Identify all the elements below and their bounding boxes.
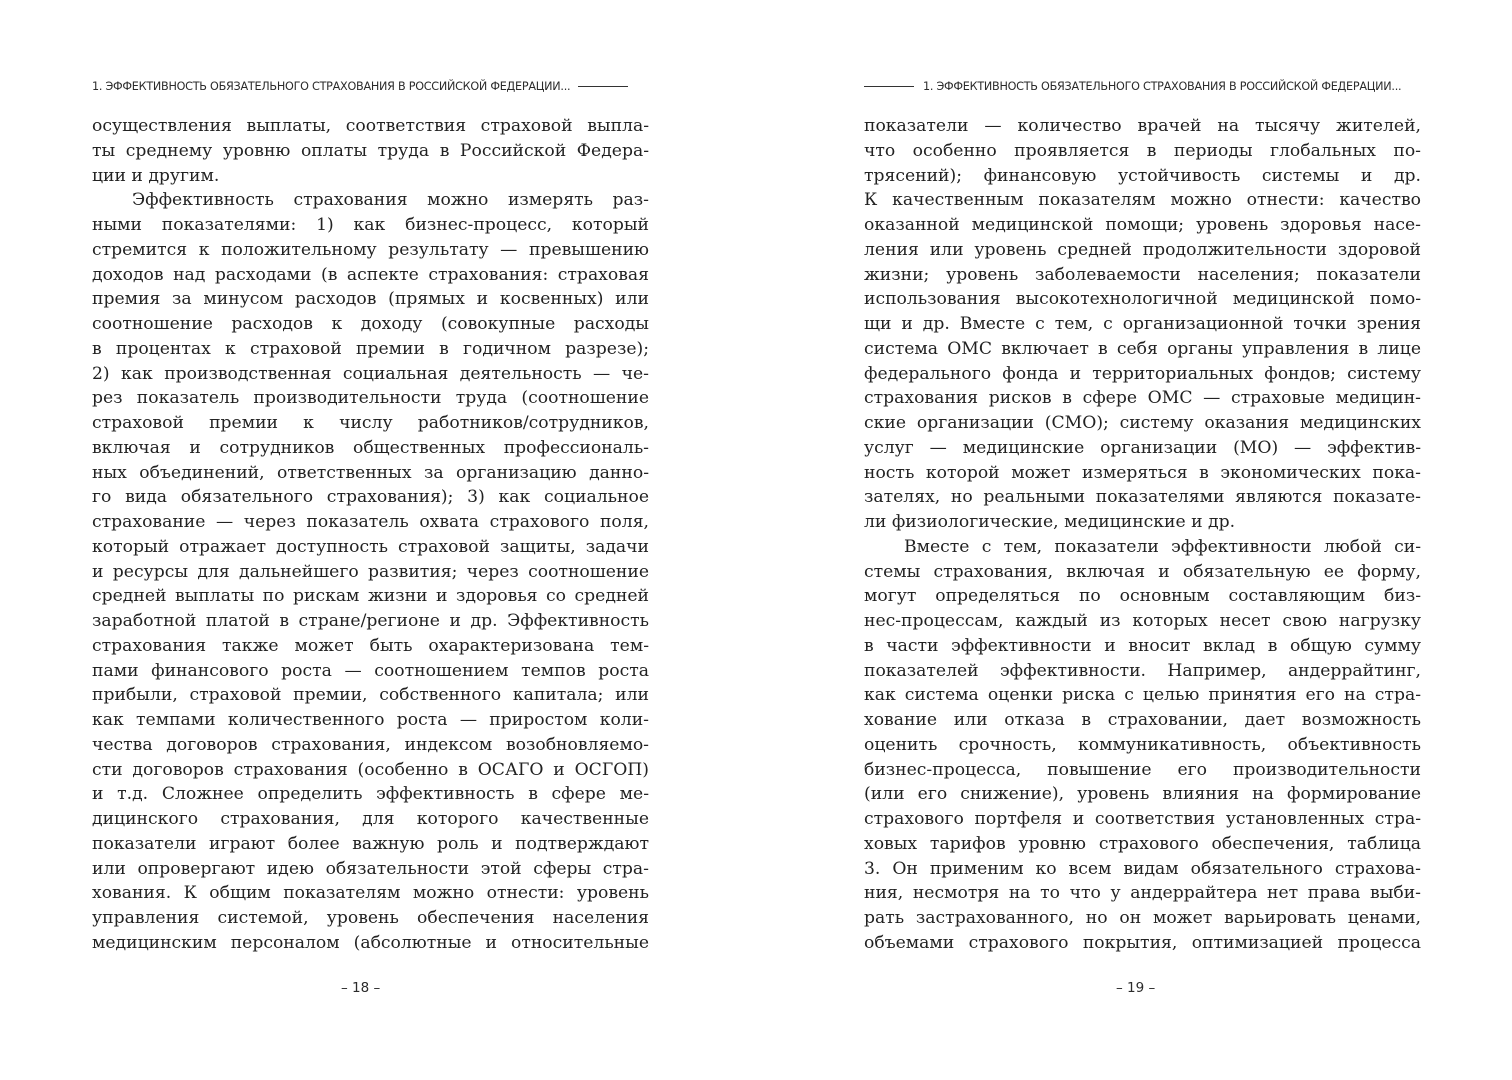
text-line: как система оценки риска с целью принятия его на стра-	[864, 685, 1421, 706]
text-line: нес-процессам, каждый из которых несет свою нагрузку	[864, 611, 1421, 631]
body-text	[92, 114, 649, 956]
text-line: зателях, но реальными показателями являются показате-	[864, 487, 1421, 508]
text-line: К качественным показателям можно отнести: качество	[864, 190, 1421, 211]
right-page	[756, 0, 1512, 1080]
text-line: ховых тарифов уровню страхового обеспечения, таблица	[864, 833, 1421, 854]
running-head	[864, 80, 1401, 93]
body-text	[864, 114, 1421, 956]
text-line: го вида обязательного страхования); 3) как социальное	[92, 487, 649, 508]
text-line: объемами страхового покрытия, оптимизацией процесса	[864, 932, 1421, 953]
text-line: система ОМС включает в себя органы управления в лице	[864, 338, 1421, 359]
text-line: рать застрахованного, но он может варьировать ценами,	[864, 908, 1421, 928]
text-line: ных объединений, ответственных за организацию данно-	[92, 462, 649, 483]
text-line: медицинским персоналом (абсолютные и относительные	[92, 932, 649, 953]
text-line: ции и другим.	[92, 165, 220, 186]
text-line: страховой премии к числу работников/сотрудников,	[92, 413, 649, 433]
text-line: показатели — количество врачей на тысячу жителей,	[864, 116, 1421, 136]
text-line: стемы страхования, включая и обязательную ее форму,	[864, 561, 1421, 582]
text-line: трясений); финансовую устойчивость системы и др.	[864, 165, 1421, 186]
text-line: стремится к положительному результату — превышению	[92, 239, 649, 260]
text-line: доходов над расходами (в аспекте страхования: страховая	[92, 264, 649, 285]
text-line: или опровергают идею обязательности этой сферы стра-	[92, 858, 649, 879]
running-head-rule	[578, 86, 628, 87]
text-line: ными показателями: 1) как бизнес-процесс, который	[92, 215, 649, 235]
text-line: средней выплаты по рискам жизни и здоровья со средней	[92, 586, 649, 607]
text-line: рез показатель производительности труда (соотношение	[92, 388, 649, 409]
text-line: страхование — через показатель охвата страхового поля,	[92, 512, 649, 532]
running-head-text: 1. ЭФФЕКТИВНОСТЬ ОБЯЗАТЕЛЬНОГО СТРАХОВАНИЯ В РОССИЙСКОЙ ФЕДЕРАЦИИ...	[923, 80, 1402, 93]
text-line: страхового портфеля и соответствия установленных стра-	[864, 809, 1421, 829]
text-line: управления системой, уровень обеспечения населения	[92, 908, 649, 928]
text-line: ские организации (СМО); систему оказания медицинских	[864, 413, 1421, 433]
text-line: дицинского страхования, для которого качественные	[92, 809, 649, 829]
text-line: что особенно проявляется в периоды глобальных по-	[864, 140, 1421, 161]
text-line: осуществления выплаты, соответствия страховой выпла-	[92, 116, 649, 136]
text-line: в части эффективности и вносит вклад в общую сумму	[864, 635, 1421, 656]
text-line: страхования рисков в сфере ОМС — страховые медицин-	[864, 388, 1421, 409]
text-line: ления или уровень средней продолжительности здоровой	[864, 239, 1421, 260]
text-line: хования. К общим показателям можно отнести: уровень	[92, 883, 649, 904]
running-head-text: 1. ЭФФЕКТИВНОСТЬ ОБЯЗАТЕЛЬНОГО СТРАХОВАНИЯ В РОССИЙСКОЙ ФЕДЕРАЦИИ...	[92, 80, 571, 93]
running-head-rule	[864, 86, 914, 87]
text-line: чества договоров страхования, индексом возобновляемо-	[92, 734, 649, 755]
text-line: щи и др. Вместе с тем, с организационной точки зрения	[864, 314, 1421, 334]
text-line: в процентах к страховой премии в годичном разрезе);	[92, 338, 649, 359]
text-line: использования высокотехнологичной медицинской помо-	[864, 289, 1421, 310]
text-line: оказанной медицинской помощи; уровень здоровья насе-	[864, 215, 1421, 235]
text-line: 2) как производственная социальная деятельность — че-	[92, 363, 649, 384]
text-line: ность которой может измеряться в экономических пока-	[864, 462, 1421, 483]
text-line: страхования также может быть охарактеризована тем-	[92, 635, 649, 656]
text-line: премия за минусом расходов (прямых и косвенных) или	[92, 289, 649, 310]
text-line: как темпами количественного роста — приростом коли-	[92, 710, 649, 730]
text-line: Эффективность страхования можно измерять раз-	[132, 190, 649, 211]
text-line: показатели играют более важную роль и подтверждают	[92, 833, 649, 854]
text-line: сти договоров страхования (особенно в ОСАГО и ОСГОП)	[92, 759, 649, 780]
text-line: жизни; уровень заболеваемости населения; показатели	[864, 264, 1421, 285]
text-line: 3. Он применим ко всем видам обязательного страхова-	[864, 858, 1421, 879]
page-number: – 19 –	[1116, 980, 1156, 996]
text-line: ли физиологические, медицинские и др.	[864, 512, 1236, 532]
text-line: оценить срочность, коммуникативность, объективность	[864, 734, 1421, 755]
text-line: Вместе с тем, показатели эффективности любой си-	[904, 536, 1421, 557]
text-line: могут определяться по основным составляющим биз-	[864, 586, 1421, 607]
text-line: федерального фонда и территориальных фондов; систему	[864, 363, 1421, 384]
text-line: хование или отказа в страховании, дает возможность	[864, 710, 1421, 730]
running-head	[92, 80, 628, 93]
text-line: соотношение расходов к доходу (совокупные расходы	[92, 314, 649, 334]
text-line: и ресурсы для дальнейшего развития; через соотношение	[92, 561, 649, 582]
page-number: – 18 –	[341, 980, 381, 996]
text-line: и т.д. Сложнее определить эффективность в сфере ме-	[92, 784, 649, 805]
text-line: ния, несмотря на то что у андеррайтера нет права выби-	[864, 883, 1421, 904]
text-line: бизнес-процесса, повышение его производительности	[864, 759, 1421, 780]
text-line: показателей эффективности. Например, андеррайтинг,	[864, 660, 1421, 681]
text-line: (или его снижение), уровень влияния на формирование	[864, 784, 1421, 805]
text-line: услуг — медицинские организации (МО) — эффектив-	[864, 437, 1421, 458]
text-line: пами финансового роста — соотношением темпов роста	[92, 660, 649, 681]
text-line: включая и сотрудников общественных профессиональ-	[92, 437, 649, 458]
text-line: ты среднему уровню оплаты труда в Российской Федера-	[92, 140, 649, 161]
text-line: который отражает доступность страховой защиты, задачи	[92, 536, 649, 557]
text-line: прибыли, страховой премии, собственного капитала; или	[92, 685, 649, 706]
text-line: заработной платой в стране/регионе и др. Эффективность	[92, 611, 649, 631]
